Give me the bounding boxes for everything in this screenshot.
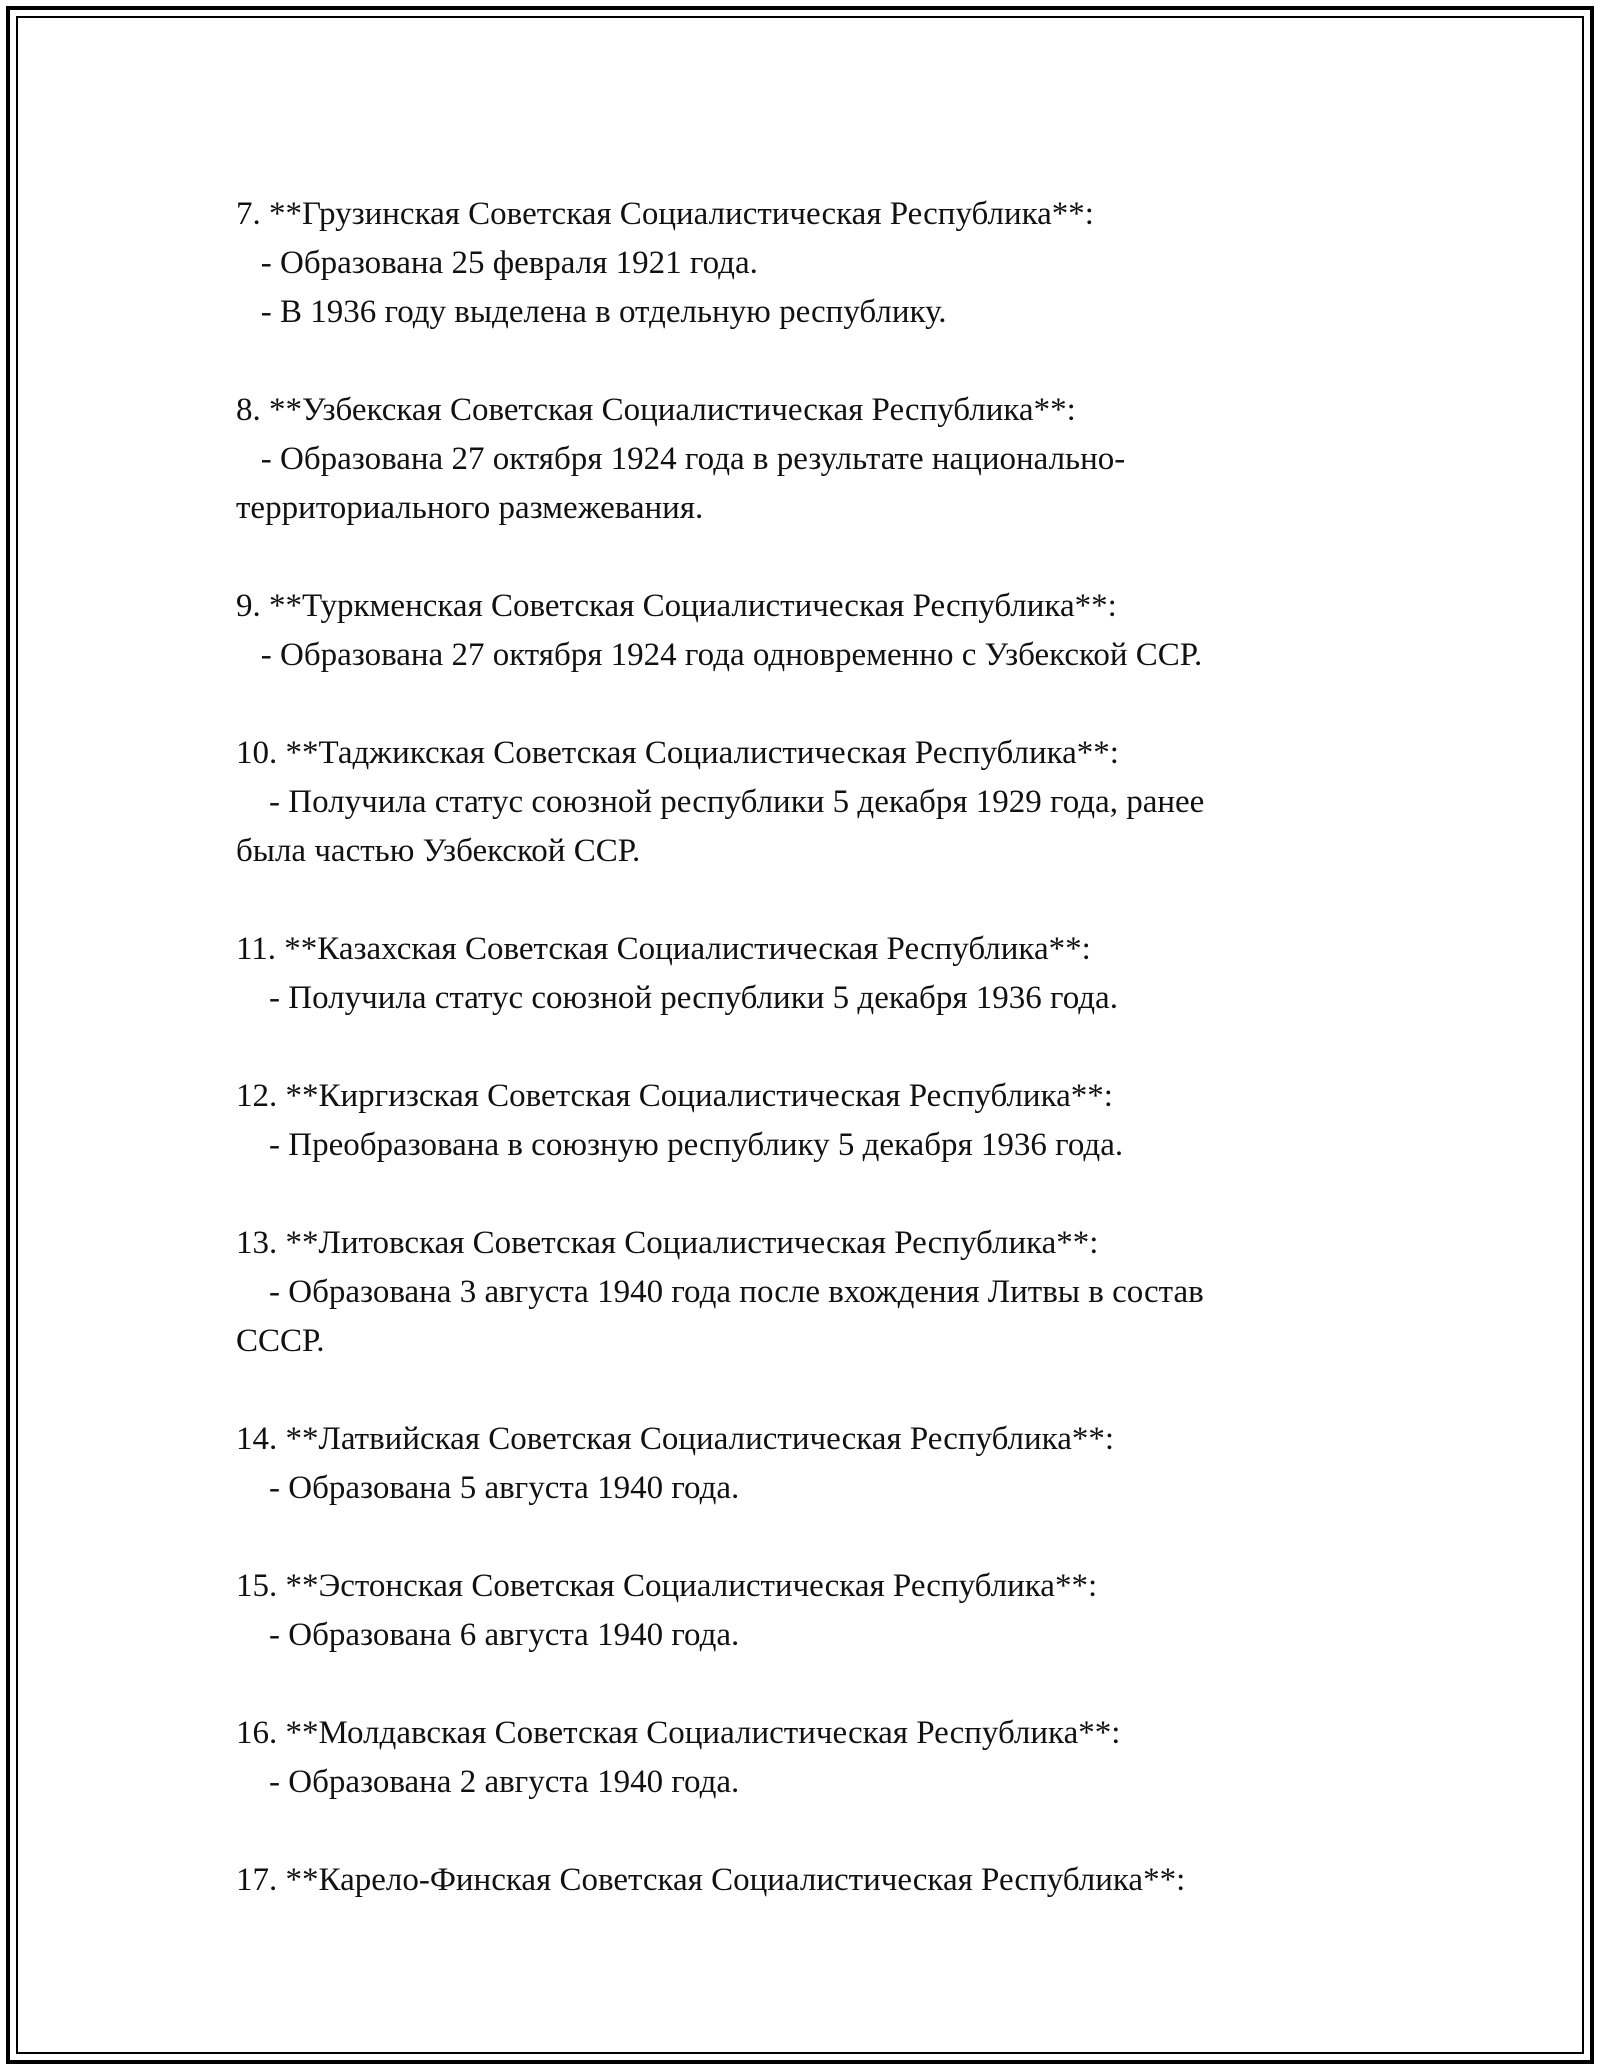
entry-line: - В 1936 году выделена в отдельную республику.: [236, 294, 947, 330]
entry-heading: 14. **Латвийская Советская Социалистическая Республика**:: [236, 1421, 1115, 1457]
entry-line: - Образована 5 августа 1940 года.: [236, 1470, 740, 1506]
entry-heading: 9. **Туркменская Советская Социалистическая Республика**:: [236, 588, 1117, 624]
entry-heading: 11. **Казахская Советская Социалистическая Республика**:: [236, 931, 1091, 967]
entry-line: - Получила статус союзной республики 5 декабря 1936 года.: [236, 980, 1118, 1016]
entry-heading: 8. **Узбекская Советская Социалистическая Республика**:: [236, 392, 1076, 428]
list-item: [236, 386, 1336, 533]
entry-heading: 17. **Карело-Финская Советская Социалистическая Республика**:: [236, 1862, 1186, 1898]
list-item: [236, 582, 1336, 680]
entry-heading: 12. **Киргизская Советская Социалистическая Республика**:: [236, 1078, 1113, 1114]
entry-line: - Образована 2 августа 1940 года.: [236, 1764, 740, 1800]
entry-line: была частью Узбекской ССР.: [236, 833, 641, 869]
list-item: [236, 1856, 1336, 1905]
entry-heading: 15. **Эстонская Советская Социалистическая Республика**:: [236, 1568, 1098, 1604]
entry-line: СССР.: [236, 1323, 325, 1359]
list-item: [236, 190, 1336, 337]
list-item: [236, 1219, 1336, 1366]
entry-line: территориального размежевания.: [236, 490, 704, 526]
entry-line: - Получила статус союзной республики 5 декабря 1929 года, ранее: [236, 784, 1205, 820]
entry-line: - Образована 27 октября 1924 года в результате национально-: [236, 441, 1126, 477]
entry-line: - Образована 3 августа 1940 года после вхождения Литвы в состав: [236, 1274, 1204, 1310]
list-item: [236, 1072, 1336, 1170]
entry-line: - Преобразована в союзную республику 5 декабря 1936 года.: [236, 1127, 1124, 1163]
list-item: [236, 1562, 1336, 1660]
entry-heading: 16. **Молдавская Советская Социалистическая Республика**:: [236, 1715, 1121, 1751]
list-item: [236, 1415, 1336, 1513]
list-item: [236, 729, 1336, 876]
document-body: [236, 190, 1336, 1954]
entry-heading: 7. **Грузинская Советская Социалистическая Республика**:: [236, 196, 1094, 232]
list-item: [236, 1709, 1336, 1807]
list-item: [236, 925, 1336, 1023]
entry-line: - Образована 27 октября 1924 года одновременно с Узбекской ССР.: [236, 637, 1203, 673]
entry-line: - Образована 6 августа 1940 года.: [236, 1617, 740, 1653]
entry-heading: 13. **Литовская Советская Социалистическая Республика**:: [236, 1225, 1099, 1261]
entry-line: - Образована 25 февраля 1921 года.: [236, 245, 758, 281]
entry-heading: 10. **Таджикская Советская Социалистическая Республика**:: [236, 735, 1119, 771]
